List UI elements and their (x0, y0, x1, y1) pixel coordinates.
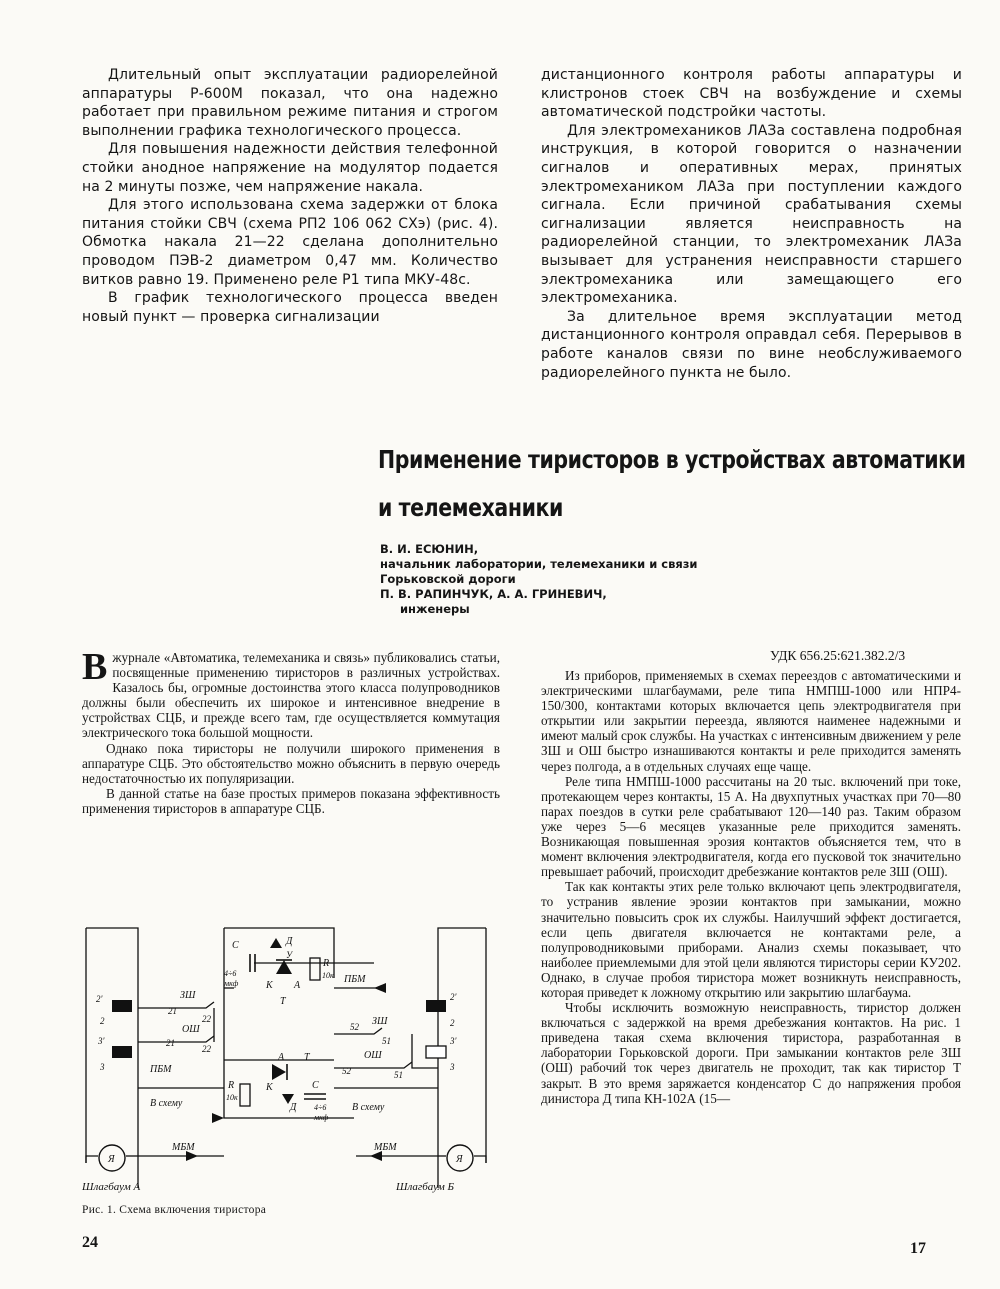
paragraph: Для повышения надежности действия телефонной стойки анодное напряжение на модулятор подается на 2 минуты позже, чем напряжение накала. (82, 141, 498, 195)
label-r-value: 10к (226, 1093, 238, 1102)
label-mbm: МБМ (172, 1142, 195, 1153)
label-52: 52 (342, 1066, 351, 1076)
resistor (240, 1084, 250, 1106)
paragraph (82, 646, 500, 741)
page-number-right: 17 (910, 1240, 926, 1257)
label-3-prime: 3' (450, 1036, 457, 1046)
label-3-prime: 3' (98, 1036, 105, 1046)
label-3: 3 (450, 1062, 455, 1072)
label-r: R (323, 958, 330, 969)
title-line-1: Применение тиристоров в устройствах автоматики (378, 445, 966, 474)
label-d: Д (290, 1102, 297, 1113)
wire (86, 1156, 98, 1163)
title-line-2: и телемеханики (378, 493, 563, 522)
drop-cap: В (82, 646, 108, 688)
label-51: 51 (382, 1036, 391, 1046)
resistor (310, 958, 320, 980)
label-c: С (312, 1080, 319, 1091)
top-right-column (541, 66, 962, 382)
motor-label: Я (108, 1154, 115, 1165)
label-2-prime: 2' (450, 992, 457, 1002)
label-osh: ОШ (182, 1024, 200, 1035)
arrow-icon (374, 983, 386, 993)
page-number-left: 24 (82, 1234, 98, 1251)
article-title (378, 436, 966, 532)
author-block (380, 542, 697, 617)
author-name: П. В. РАПИНЧУК, А. А. ГРИНЕВИЧ, (380, 587, 607, 601)
relay-coil (426, 1000, 446, 1012)
wire (474, 1156, 486, 1163)
label-osh: ОШ (364, 1050, 382, 1061)
paragraph-text: журнале «Автоматика, телемеханика и связь» публиковались статьи, посвященные применению тиристоров в различных устройствах. Казалось бы, огромные достоинства этого класса полупроводников должны были обеспечить их широкое и интенсивное внедрение в устройствах СЦБ, и прежде всего там, где осуществляется коммутация электрического тока большой мощности. (82, 650, 500, 741)
label-zsh: ЗШ (180, 990, 196, 1001)
label-c-value: 4÷6 (224, 969, 237, 978)
arrow-icon (212, 1113, 224, 1123)
article-right-column (541, 668, 961, 1106)
label-c-unit: мкф (314, 1113, 329, 1122)
paragraph: Для этого использована схема задержки от блока питания стойки СВЧ (схема РП2 106 062 СХэ) (рис. 4). Обмотка накала 21—22 сделана дополнительно проводом ПЭВ-2 диаметром 0,47 мм. Количество витков равно 19. Применено реле Р1 типа МКУ-48с. (82, 197, 498, 288)
relay-coil (426, 1046, 446, 1058)
relay-coil (112, 1046, 132, 1058)
paragraph: Длительный опыт эксплуатации радиорелейной аппаратуры Р-600М показал, что она надежно работает при правильном режиме питания и строгом выполнении графика технологического процесса. (82, 67, 498, 139)
author-role: начальник лаборатории, телемеханики и связи (380, 557, 698, 571)
label-shlagbaum-a: Шлагбаум А (82, 1181, 141, 1193)
dinistor-symbol (270, 938, 282, 948)
label-v-skhemu: В схему (352, 1102, 385, 1113)
label-u: У (286, 950, 293, 960)
thyristor-symbol (276, 960, 292, 974)
paragraph: Для электромехаников ЛАЗа составлена подробная инструкция, в которой говорится о назначении сигналов и оперативных мерах, принятых электромехаником ЛАЗа при поступлении каждого сигнала. Если причиной срабатывания схемы сигнализации является неисправность на радиорелейной станции, то электромеханик ЛАЗа вызывает для устранения неисправности старшего электромеханика или замещающего его электромеханика. (541, 122, 962, 307)
paragraph: Чтобы исключить возможную неисправность, тиристор должен включаться с задержкой на время дребезжания контактов. На рис. 1 приведена такая схема включения тиристора, разработанная в лаборатории Горьковской дороги. При замыкании контактов реле ЗШ (ОШ) рабочий ток через двигатель не проходит, так как тиристор Т закрыт. В это время заряжается конденсатор С до напряжения пробоя динистора Д типа КН-102А (15— (541, 1000, 961, 1106)
article-left-column (82, 646, 500, 816)
paragraph: В график технологического процесса введен новый пункт — проверка сигнализации (82, 290, 498, 325)
label-c-unit: мкф (224, 979, 239, 988)
wire (138, 1036, 214, 1042)
label-k: К (266, 980, 273, 991)
label-zsh: ЗШ (372, 1016, 388, 1027)
label-52: 52 (350, 1022, 359, 1032)
motor-label: Я (456, 1154, 463, 1165)
label-t: Т (280, 996, 286, 1007)
thyristor-symbol (272, 1064, 286, 1080)
label-2: 2 (450, 1018, 455, 1028)
label-51: 51 (394, 1070, 403, 1080)
label-r-value: 10к (322, 971, 334, 980)
label-21: 21 (168, 1006, 177, 1016)
paragraph: Так как контакты этих реле только включают цепь электродвигателя, то устранив явление эрозии контактов при замыкании, можно значительно повысить срок их службы. Наилучший эффект достигается, если цепь двигателя включается не контактами реле, а полупроводниковыми приборами. Анализ схемы показывает, что наиболее приемлемыми для этой цели являются тиристоры серии КУ202. Однако, в случае пробоя тиристора может возникнуть неисправность, которая приведет к ложному открытию или закрытию шлагбаума. (541, 879, 961, 1000)
circuit-diagram (74, 918, 498, 1198)
top-left-column (82, 66, 498, 326)
label-t: Т (304, 1052, 310, 1063)
label-2-prime: 2' (96, 994, 103, 1004)
label-k: К (266, 1082, 273, 1093)
label-2: 2 (100, 1016, 105, 1026)
label-pbm: ПБМ (344, 974, 366, 985)
label-3: 3 (100, 1062, 105, 1072)
figure-caption: Рис. 1. Схема включения тиристора (82, 1204, 267, 1216)
paragraph: В данной статье на базе простых примеров показана эффективность применения тиристоров в аппаратуре СЦБ. (82, 785, 500, 816)
label-mbm: МБМ (374, 1142, 397, 1153)
label-a: А (294, 980, 301, 991)
label-r: R (228, 1080, 235, 1091)
relay-coil (112, 1000, 132, 1012)
author-role: инженеры (400, 602, 470, 616)
author-role: Горьковской дороги (380, 572, 516, 586)
label-c-value: 4÷6 (314, 1103, 327, 1112)
label-pbm: ПБМ (150, 1064, 172, 1075)
paragraph: Из приборов, применяемых в схемах переездов с автоматическими и электрическими шлагбаумами, реле типа НМПШ-1000 или НПР4-150/300, контактами которых включается цепь электродвигателя при открытии или закрытии переезда, являются наименее надежными и имеют малый срок службы. На участках с интенсивным движением у реле ЗШ и ОШ быстро изнашиваются контакты и реле приходится заменять через полгода, а в отдельных случаях еще чаще. (541, 668, 961, 774)
label-c: С (232, 940, 239, 951)
label-21: 21 (166, 1038, 175, 1048)
paragraph: дистанционного контроля работы аппаратуры и клистронов стоек СВЧ на возбуждение и схемы автоматической подстройки частоты. (541, 67, 962, 121)
label-22: 22 (202, 1014, 211, 1024)
label-d: Д (286, 936, 293, 947)
paragraph: За длительное время эксплуатации метод дистанционного контроля оправдал себя. Перерывов в работе каналов связи по вине необслуживаемого радиорелейного пункта не было. (541, 308, 962, 381)
paragraph: Однако пока тиристоры не получили широкого применения в аппаратуре СЦБ. Это обстоятельство можно объяснить в первую очередь недостаточностью их популяризации. (82, 740, 500, 786)
author-name: В. И. ЕСЮНИН, (380, 542, 479, 556)
label-v-skhemu: В схему (150, 1098, 183, 1109)
udc-code: УДК 656.25:621.382.2/3 (770, 648, 906, 663)
label-shlagbaum-b: Шлагбаум Б (396, 1181, 454, 1193)
label-a: А (278, 1052, 285, 1063)
paragraph: Реле типа НМПШ-1000 рассчитаны на 20 тыс. включений при токе, протекающем через контакты, 15 А. На двухпутных участках при 70—80 парах поездов в сутки реле срабатывают 120—140 раз. Таким образом уже через 5—6 месяцев указанные реле приходится заменять. Возникающая повышенная эрозия контактов объясняется тем, что в момент включения электродвигателя, когда его пусковой ток значительно превышает рабочий, происходит дребезжание контактов реле ЗШ (ОШ). (541, 773, 961, 880)
label-22: 22 (202, 1044, 211, 1054)
